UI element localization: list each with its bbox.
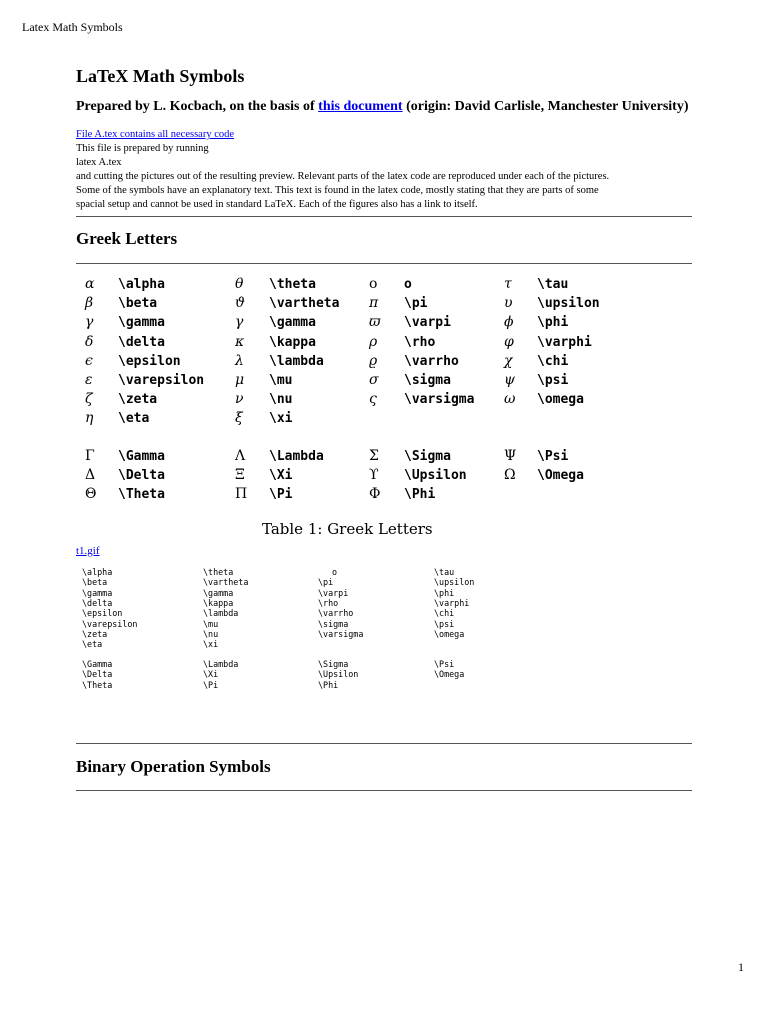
symbol-row: [85, 295, 645, 314]
divider: [76, 790, 692, 791]
greek-symbol-glyph: ς: [369, 391, 377, 408]
prepared-by-text: Prepared by L. Kocbach, on the basis of: [76, 99, 319, 114]
latex-command: \phi: [537, 315, 569, 331]
code-row: [82, 659, 532, 669]
code-cell: \eta: [82, 639, 103, 650]
code-cell: \varpi: [318, 587, 349, 598]
greek-symbol-glyph: ϖ: [369, 314, 381, 331]
greek-symbol-glyph: η: [85, 410, 94, 427]
code-cell: \varsigma: [318, 628, 364, 639]
latex-command: \pi: [404, 296, 428, 312]
latex-command: \Theta: [118, 487, 165, 503]
t1-gif-link[interactable]: t1.gif: [76, 545, 100, 557]
latex-command: \eta: [118, 411, 150, 427]
greek-symbol-glyph: Π: [235, 486, 248, 503]
latex-command: \varpi: [404, 315, 451, 331]
symbol-row: [85, 276, 645, 295]
greek-symbol-glyph: π: [369, 295, 379, 312]
code-cell: \Sigma: [318, 659, 349, 669]
greek-symbol-glyph: ε: [85, 372, 93, 388]
code-cell: \nu: [203, 628, 219, 639]
code-row: [82, 608, 532, 618]
code-cell: \Delta: [82, 669, 113, 680]
latex-command: \zeta: [118, 392, 158, 408]
latex-command: \theta: [269, 277, 316, 292]
greek-symbol-glyph: φ: [504, 333, 514, 350]
code-cell: \psi: [434, 618, 455, 629]
code-cell: \epsilon: [82, 608, 123, 619]
latex-command: \varepsilon: [118, 373, 205, 388]
code-cell: \upsilon: [434, 577, 475, 588]
greek-symbol-glyph: σ: [369, 372, 379, 388]
code-cell: \Upsilon: [318, 669, 359, 680]
latex-command: \chi: [537, 353, 569, 369]
symbol-row: [85, 467, 645, 486]
symbol-row: [85, 486, 645, 505]
intro-text: [76, 128, 692, 212]
code-cell: \beta: [82, 577, 108, 588]
code-cell: \Xi: [203, 669, 219, 680]
latex-command: \xi: [269, 411, 293, 427]
greek-symbol-glyph: α: [85, 276, 95, 292]
code-cell: \kappa: [203, 597, 234, 608]
greek-symbol-glyph: γ: [85, 314, 94, 331]
greek-letters-heading: Greek Letters: [76, 229, 178, 248]
latex-command: \alpha: [118, 277, 165, 292]
greek-symbol-glyph: Σ: [369, 448, 379, 464]
greek-symbol-glyph: δ: [85, 333, 94, 350]
code-cell: \delta: [82, 597, 113, 608]
prepared-by-origin: (origin: David Carlisle, Manchester University): [402, 99, 689, 114]
latex-command: \beta: [118, 296, 158, 312]
intro-line: and cutting the pictures out of the resulting preview. Relevant parts of the latex code are reproduced under each of the pictures.: [76, 171, 610, 182]
code-cell: \Lambda: [203, 659, 239, 669]
code-cell: \varepsilon: [82, 618, 138, 629]
greek-symbol-glyph: μ: [235, 372, 245, 388]
code-cell: \gamma: [82, 587, 113, 598]
greek-symbol-glyph: θ: [235, 276, 244, 292]
print-header: Latex Math Symbols: [22, 20, 123, 34]
latex-command: \Gamma: [118, 449, 165, 464]
code-cell: \vartheta: [203, 577, 249, 588]
symbol-row: [85, 391, 645, 410]
greek-symbol-glyph: ϑ: [235, 295, 246, 312]
greek-symbol-glyph: ω: [504, 391, 516, 408]
code-cell: \xi: [203, 639, 219, 650]
greek-symbol-glyph: χ: [504, 352, 513, 369]
binary-operation-heading: Binary Operation Symbols: [76, 757, 271, 776]
code-cell: \sigma: [318, 618, 349, 629]
latex-command: \omega: [537, 392, 584, 408]
greek-symbol-glyph: Ξ: [235, 467, 245, 484]
code-cell: \zeta: [82, 628, 108, 639]
latex-command: \varrho: [404, 353, 459, 369]
code-cell: \Psi: [434, 659, 455, 669]
code-cell: \varphi: [434, 597, 470, 608]
intro-line: Some of the symbols have an explanatory text. This text is found in the latex code, mostly stating that they are parts of some: [76, 185, 599, 196]
latex-command: \varsigma: [404, 392, 475, 408]
latex-command: \tau: [537, 277, 569, 292]
greek-symbol-glyph: υ: [504, 295, 513, 312]
code-cell: \theta: [203, 567, 234, 577]
latex-command: \lambda: [269, 353, 324, 369]
code-row: [82, 619, 532, 629]
code-row: [82, 577, 532, 587]
latex-command: o: [404, 277, 412, 292]
code-row: [82, 669, 532, 679]
latex-command: \gamma: [118, 315, 165, 331]
greek-symbol-glyph: Φ: [369, 486, 381, 503]
greek-symbol-glyph: Ω: [504, 467, 516, 484]
intro-line: This file is prepared by running: [76, 143, 209, 154]
latex-command: \Omega: [537, 468, 584, 484]
prepared-by: [76, 99, 692, 115]
page-number: 1: [738, 960, 744, 974]
code-cell: \chi: [434, 608, 455, 619]
symbol-row: [85, 334, 645, 353]
code-cell: o: [332, 567, 338, 577]
latex-command: \delta: [118, 334, 165, 350]
code-row: [82, 588, 532, 598]
greek-symbol-glyph: Λ: [235, 448, 246, 464]
latex-command: \epsilon: [118, 353, 181, 369]
intro-line: latex A.tex: [76, 157, 122, 168]
latex-command: \Upsilon: [404, 468, 467, 484]
code-row: [82, 598, 532, 608]
greek-symbol-glyph: ν: [235, 391, 244, 408]
latex-command: \kappa: [269, 334, 316, 350]
latex-command: \rho: [404, 334, 436, 350]
latex-command: \upsilon: [537, 296, 600, 312]
this-document-link[interactable]: this document: [318, 99, 403, 114]
code-row: [82, 567, 532, 577]
symbol-row: [85, 448, 645, 467]
code-cell: \pi: [318, 577, 334, 588]
greek-symbol-glyph: Ψ: [504, 448, 517, 464]
symbol-row: [85, 372, 645, 391]
latex-command: \psi: [537, 373, 569, 388]
code-cell: \Phi: [318, 679, 339, 690]
code-cell: \alpha: [82, 567, 113, 577]
code-cell: \Theta: [82, 679, 113, 690]
greek-symbol-glyph: ψ: [504, 372, 515, 388]
latex-command: \nu: [269, 392, 293, 408]
latex-command: \Psi: [537, 449, 569, 464]
latex-command: \Lambda: [269, 449, 324, 464]
greek-symbol-glyph: ϵ: [85, 352, 93, 369]
document-content: [76, 66, 692, 212]
symbol-row: [85, 410, 645, 429]
greek-symbol-glyph: τ: [504, 276, 512, 292]
code-cell: \mu: [203, 618, 219, 629]
greek-symbol-glyph: Δ: [85, 467, 96, 484]
greek-symbol-glyph: o: [369, 276, 378, 292]
latex-command: \mu: [269, 373, 293, 388]
divider: [76, 743, 692, 744]
latex-command: \Phi: [404, 487, 436, 503]
table-caption: Table 1: Greek Letters: [262, 520, 433, 538]
divider: [76, 263, 692, 264]
code-row: [82, 629, 532, 639]
greek-symbol-glyph: Γ: [85, 448, 95, 464]
greek-symbol-glyph: ϱ: [369, 352, 378, 369]
intro-line: spacial setup and cannot be used in standard LaTeX. Each of the figures also has a link to itself.: [76, 199, 478, 210]
latex-command: \gamma: [269, 315, 316, 331]
code-cell: \omega: [434, 628, 465, 639]
symbol-row: [85, 314, 645, 333]
latex-command: \Pi: [269, 487, 293, 503]
latex-command: \Delta: [118, 468, 165, 484]
greek-symbol-glyph: ϒ: [369, 467, 379, 484]
greek-symbol-glyph: λ: [235, 352, 244, 369]
code-cell: \Gamma: [82, 659, 113, 669]
code-cell: \gamma: [203, 587, 234, 598]
greek-symbol-glyph: ξ: [235, 410, 243, 427]
latex-command: \Xi: [269, 468, 293, 484]
code-cell: \phi: [434, 587, 455, 598]
greek-symbol-glyph: β: [85, 295, 94, 312]
latex-command: \sigma: [404, 373, 451, 388]
greek-symbol-glyph: ρ: [369, 333, 378, 350]
file-a-tex-link[interactable]: File A.tex contains all necessary code: [76, 129, 235, 140]
symbol-row: [85, 353, 645, 372]
code-cell: \Omega: [434, 669, 465, 680]
greek-symbol-glyph: ϕ: [504, 314, 514, 331]
code-cell: \Pi: [203, 679, 219, 690]
latex-command: \vartheta: [269, 296, 340, 312]
code-cell: \varrho: [318, 608, 354, 619]
page-title: LaTeX Math Symbols: [76, 66, 245, 86]
divider: [76, 216, 692, 217]
greek-symbol-glyph: Θ: [85, 486, 97, 503]
greek-symbol-glyph: ζ: [85, 391, 93, 408]
latex-command: \varphi: [537, 334, 592, 350]
code-row: [82, 639, 532, 649]
code-cell: \tau: [434, 567, 455, 577]
greek-symbol-glyph: κ: [235, 333, 245, 350]
code-cell: \rho: [318, 597, 339, 608]
code-row: [82, 680, 532, 690]
code-cell: \lambda: [203, 608, 239, 619]
latex-command: \Sigma: [404, 449, 451, 464]
greek-symbol-glyph: γ: [235, 314, 244, 331]
